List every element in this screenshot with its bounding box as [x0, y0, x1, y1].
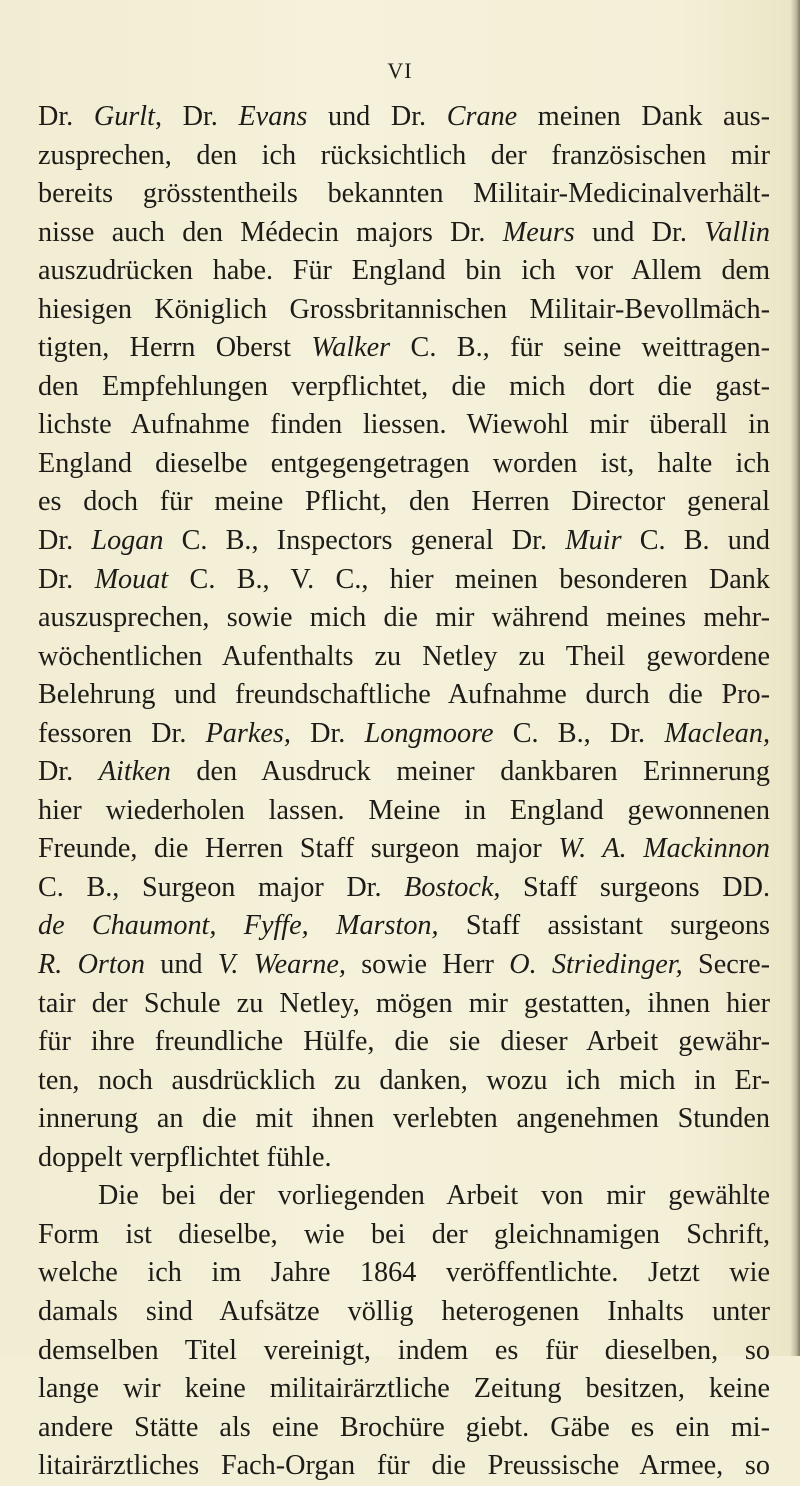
text-segment: C. B., Surgeon major Dr.	[38, 871, 405, 903]
italic-name: R. Orton	[38, 949, 145, 981]
italic-name: Muir	[565, 525, 622, 557]
text-line	[38, 561, 770, 600]
text-segment: Staff assistant surgeons	[438, 910, 770, 942]
text-line	[38, 368, 770, 407]
text-line	[38, 1447, 770, 1486]
text-segment: bereits grösstentheils bekannten Militair-Medicinalverhält-	[38, 178, 770, 210]
text-line	[38, 214, 770, 253]
text-line	[38, 1370, 770, 1409]
text-line	[38, 869, 770, 908]
text-segment: C. B., für seine weittragen-	[390, 332, 771, 364]
text-segment: fessoren Dr.	[38, 717, 206, 749]
text-segment: Dr.	[38, 525, 92, 557]
text-segment: C. B., V. C., hier meinen besonderen Dank	[168, 563, 770, 595]
text-segment: Form ist dieselbe, wie bei der gleichnamigen Schrift,	[38, 1218, 770, 1250]
text-segment: ten, noch ausdrücklich zu danken, wozu ich mich in Er-	[38, 1064, 770, 1096]
text-segment: auszudrücken habe. Für England bin ich vor Allem dem	[38, 255, 770, 287]
text-segment: Die bei der vorliegenden Arbeit von mir gewählte	[98, 1180, 770, 1212]
italic-name: Aitken	[98, 756, 171, 788]
text-line	[38, 1293, 770, 1332]
text-segment: wöchentlichen Aufenthalts zu Netley zu Theil gewordene	[38, 640, 770, 672]
text-line	[38, 907, 770, 946]
italic-name: Logan	[91, 525, 164, 557]
text-line	[38, 1062, 770, 1101]
text-line	[38, 715, 770, 754]
page-number: VI	[387, 58, 413, 83]
text-segment: den Ausdruck meiner dankbaren Erinnerung	[170, 756, 770, 788]
text-segment: innerung an die mit ihnen verlebten angenehmen Stunden	[38, 1103, 770, 1135]
text-segment: und	[144, 949, 218, 981]
text-segment: und Dr.	[574, 216, 705, 248]
text-segment: zusprechen, den ich rücksichtlich der französischen mir	[38, 139, 770, 171]
text-line	[38, 946, 770, 985]
text-line	[38, 252, 770, 291]
text-line	[38, 1409, 770, 1448]
text-line	[38, 98, 770, 137]
text-segment: auszusprechen, sowie mich die mir während meines mehr-	[38, 602, 770, 634]
text-segment: lange wir keine militairärztliche Zeitung besitzen, keine	[38, 1373, 770, 1405]
text-segment: Dr.	[38, 756, 99, 788]
text-line	[38, 985, 770, 1024]
text-segment: Freunde, die Herren Staff surgeon major	[38, 833, 559, 865]
italic-name: Crane	[446, 101, 518, 132]
text-line	[38, 1177, 770, 1216]
text-line	[38, 1100, 770, 1139]
text-line	[38, 291, 770, 330]
text-line	[38, 1254, 770, 1293]
text-segment: hier wiederholen lassen. Meine in England gewonnenen	[38, 794, 770, 826]
italic-name: Parkes,	[205, 717, 291, 749]
italic-name: Meurs	[502, 216, 575, 248]
text-segment: C. B. und	[621, 525, 771, 557]
text-segment: lichste Aufnahme finden liessen. Wiewohl mir überall in	[38, 409, 770, 441]
body-text	[38, 98, 770, 1486]
text-line	[38, 792, 770, 831]
text-segment: doppelt verpflichtet fühle.	[38, 1141, 332, 1173]
text-line	[38, 1332, 770, 1371]
text-line	[38, 676, 770, 715]
text-line	[38, 445, 770, 484]
text-segment: Dr.	[38, 101, 94, 132]
italic-name: Mouat	[94, 563, 169, 595]
text-line	[38, 137, 770, 176]
text-segment: C. B., Dr.	[493, 717, 665, 749]
text-line	[38, 329, 770, 368]
text-segment: für ihre freundliche Hülfe, die sie dieser Arbeit gewähr-	[38, 1026, 770, 1058]
text-segment: nisse auch den Médecin majors Dr.	[38, 216, 503, 248]
italic-name: W. A. Mackinnon	[558, 833, 771, 865]
text-segment: meinen Dank aus-	[517, 101, 771, 132]
italic-name: Bostock,	[404, 871, 501, 903]
text-line	[38, 1139, 770, 1178]
text-segment: sowie Herr	[345, 949, 510, 981]
text-segment: demselben Titel vereinigt, indem es für dieselben, so	[38, 1334, 770, 1366]
text-line	[38, 1216, 770, 1255]
text-segment: Dr.	[290, 717, 365, 749]
text-line	[38, 599, 770, 638]
text-segment: tigten, Herrn Oberst	[38, 332, 312, 364]
text-line	[38, 406, 770, 445]
italic-name: Maclean,	[664, 717, 770, 749]
italic-name: Evans	[238, 101, 308, 132]
text-segment: hiesigen Königlich Grossbritannischen Militair-Bevollmäch-	[38, 293, 770, 325]
text-segment: Staff surgeons DD.	[500, 871, 770, 903]
italic-name: V. Wearne,	[217, 949, 346, 981]
text-line	[38, 175, 770, 214]
text-segment: , Dr.	[154, 101, 239, 132]
text-line	[38, 522, 770, 561]
text-line	[38, 1023, 770, 1062]
text-segment: es doch für meine Pflicht, den Herren Director general	[38, 486, 770, 518]
text-segment: Dr.	[38, 563, 95, 595]
text-segment: England dieselbe entgegengetragen worden ist, halte ich	[38, 447, 770, 479]
text-segment: Secre-	[682, 949, 770, 981]
text-segment: Belehrung und freundschaftliche Aufnahme durch die Pro-	[38, 679, 770, 711]
text-line	[38, 753, 770, 792]
page-edge-shadow	[790, 0, 800, 1356]
text-segment: andere Stätte als eine Brochüre giebt. Gäbe es ein mi-	[38, 1411, 770, 1443]
text-segment: C. B., Inspectors general Dr.	[163, 525, 566, 557]
italic-name: Longmoore	[364, 717, 494, 749]
italic-name: Vallin	[704, 216, 770, 248]
italic-name: Walker	[311, 332, 391, 364]
text-segment: den Empfehlungen verpflichtet, die mich dort die gast-	[38, 370, 770, 402]
text-line	[38, 830, 770, 869]
text-segment: und Dr.	[307, 101, 447, 132]
italic-name: O. Striedinger,	[509, 949, 683, 981]
text-line	[38, 638, 770, 677]
text-segment: tair der Schule zu Netley, mögen mir gestatten, ihnen hier	[38, 987, 770, 1019]
italic-name: Gurlt	[93, 101, 155, 132]
text-segment: damals sind Aufsätze völlig heterogenen Inhalts unter	[38, 1295, 770, 1327]
text-segment: litairärztliches Fach-Organ für die Preussische Armee, so	[38, 1450, 770, 1482]
text-line	[38, 483, 770, 522]
italic-name: de Chaumont, Fyffe, Marston,	[38, 910, 439, 942]
text-segment: welche ich im Jahre 1864 veröffentlichte. Jetzt wie	[38, 1257, 770, 1289]
